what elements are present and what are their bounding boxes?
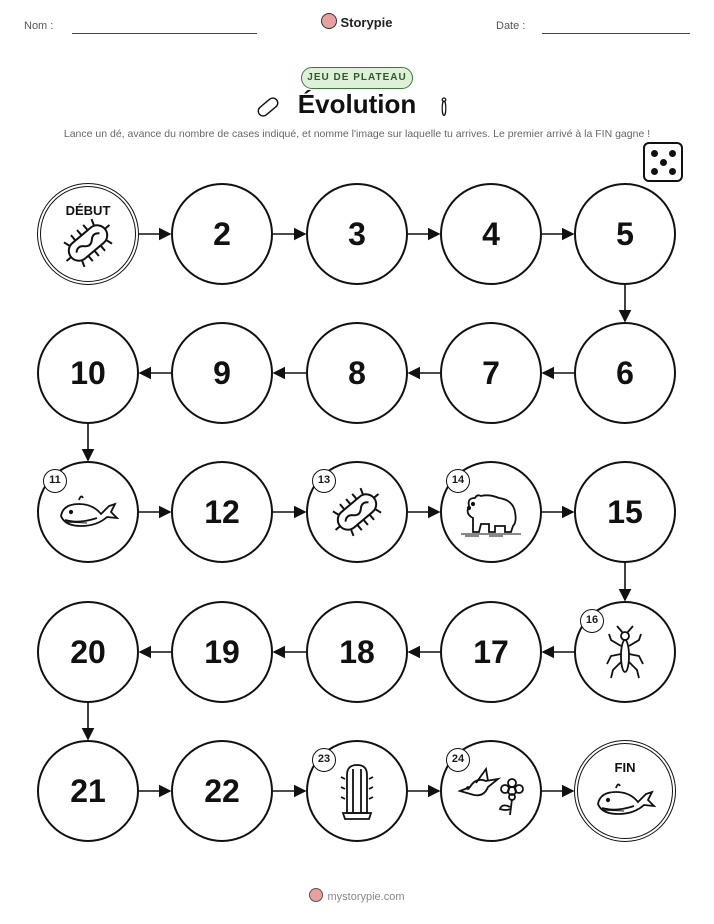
cell-number: 2 xyxy=(213,215,231,252)
board-cell-14 xyxy=(440,461,542,563)
board-cell-25 xyxy=(574,740,676,842)
board-cell-3 xyxy=(306,183,408,285)
cell-number: 17 xyxy=(473,633,509,670)
cell-number-badge: 16 xyxy=(580,609,604,633)
cell-number-badge: 24 xyxy=(446,748,470,772)
brand-name: Storypie xyxy=(340,15,393,30)
board-cell-9 xyxy=(171,322,273,424)
cell-number: 7 xyxy=(482,354,500,391)
board-cell-6 xyxy=(574,322,676,424)
cell-number: 22 xyxy=(204,772,240,809)
board-cell-7 xyxy=(440,322,542,424)
cell-label: FIN xyxy=(614,760,636,775)
board-cell-2 xyxy=(171,183,273,285)
date-label: Date : xyxy=(496,20,526,32)
cell-number-badge: 13 xyxy=(312,469,336,493)
board-cell-17 xyxy=(440,601,542,703)
cell-number: 21 xyxy=(70,772,106,809)
board-cell-5 xyxy=(574,183,676,285)
board-cell-22 xyxy=(171,740,273,842)
board-cell-12 xyxy=(171,461,273,563)
cell-number: 9 xyxy=(213,354,231,391)
board-cell-16 xyxy=(574,601,676,703)
whale-icon xyxy=(578,744,672,838)
board-cell-1 xyxy=(37,183,139,285)
cell-number: 18 xyxy=(339,633,375,670)
board-cell-20 xyxy=(37,601,139,703)
page-title: Évolution xyxy=(297,89,417,119)
board-cell-8 xyxy=(306,322,408,424)
board-cell-15 xyxy=(574,461,676,563)
cell-number: 4 xyxy=(482,215,500,252)
bacteria-icon xyxy=(41,187,135,281)
board-cell-21 xyxy=(37,740,139,842)
cell-number: 3 xyxy=(348,215,366,252)
cell-number-badge: 23 xyxy=(312,748,336,772)
board-cell-23 xyxy=(306,740,408,842)
footer xyxy=(0,888,714,903)
cell-number: 20 xyxy=(70,633,106,670)
cell-number: 8 xyxy=(348,354,366,391)
board-cell-4 xyxy=(440,183,542,285)
cell-number-badge: 14 xyxy=(446,469,470,493)
cell-number: 5 xyxy=(616,215,634,252)
cell-number: 6 xyxy=(616,354,634,391)
board-cell-19 xyxy=(171,601,273,703)
instructions: Lance un dé, avance du nombre de cases indiqué, et nomme l'image sur laquelle tu arrives. Le premier arrivé à la FIN gagne ! xyxy=(63,128,651,140)
cell-label: DÉBUT xyxy=(65,203,111,218)
board-cell-24 xyxy=(440,740,542,842)
cell-number-badge: 11 xyxy=(43,469,67,493)
storypie-logo-icon xyxy=(309,888,323,902)
board-cell-13 xyxy=(306,461,408,563)
game-badge: JEU DE PLATEAU xyxy=(301,67,413,89)
cell-number: 12 xyxy=(204,493,240,530)
cell-number: 19 xyxy=(204,633,240,670)
cell-number: 10 xyxy=(70,354,106,391)
board-cell-18 xyxy=(306,601,408,703)
board-cell-11 xyxy=(37,461,139,563)
board-cell-10 xyxy=(37,322,139,424)
cell-number: 15 xyxy=(607,493,643,530)
name-label: Nom : xyxy=(24,20,54,32)
footer-url: mystorypie.com xyxy=(327,891,405,903)
